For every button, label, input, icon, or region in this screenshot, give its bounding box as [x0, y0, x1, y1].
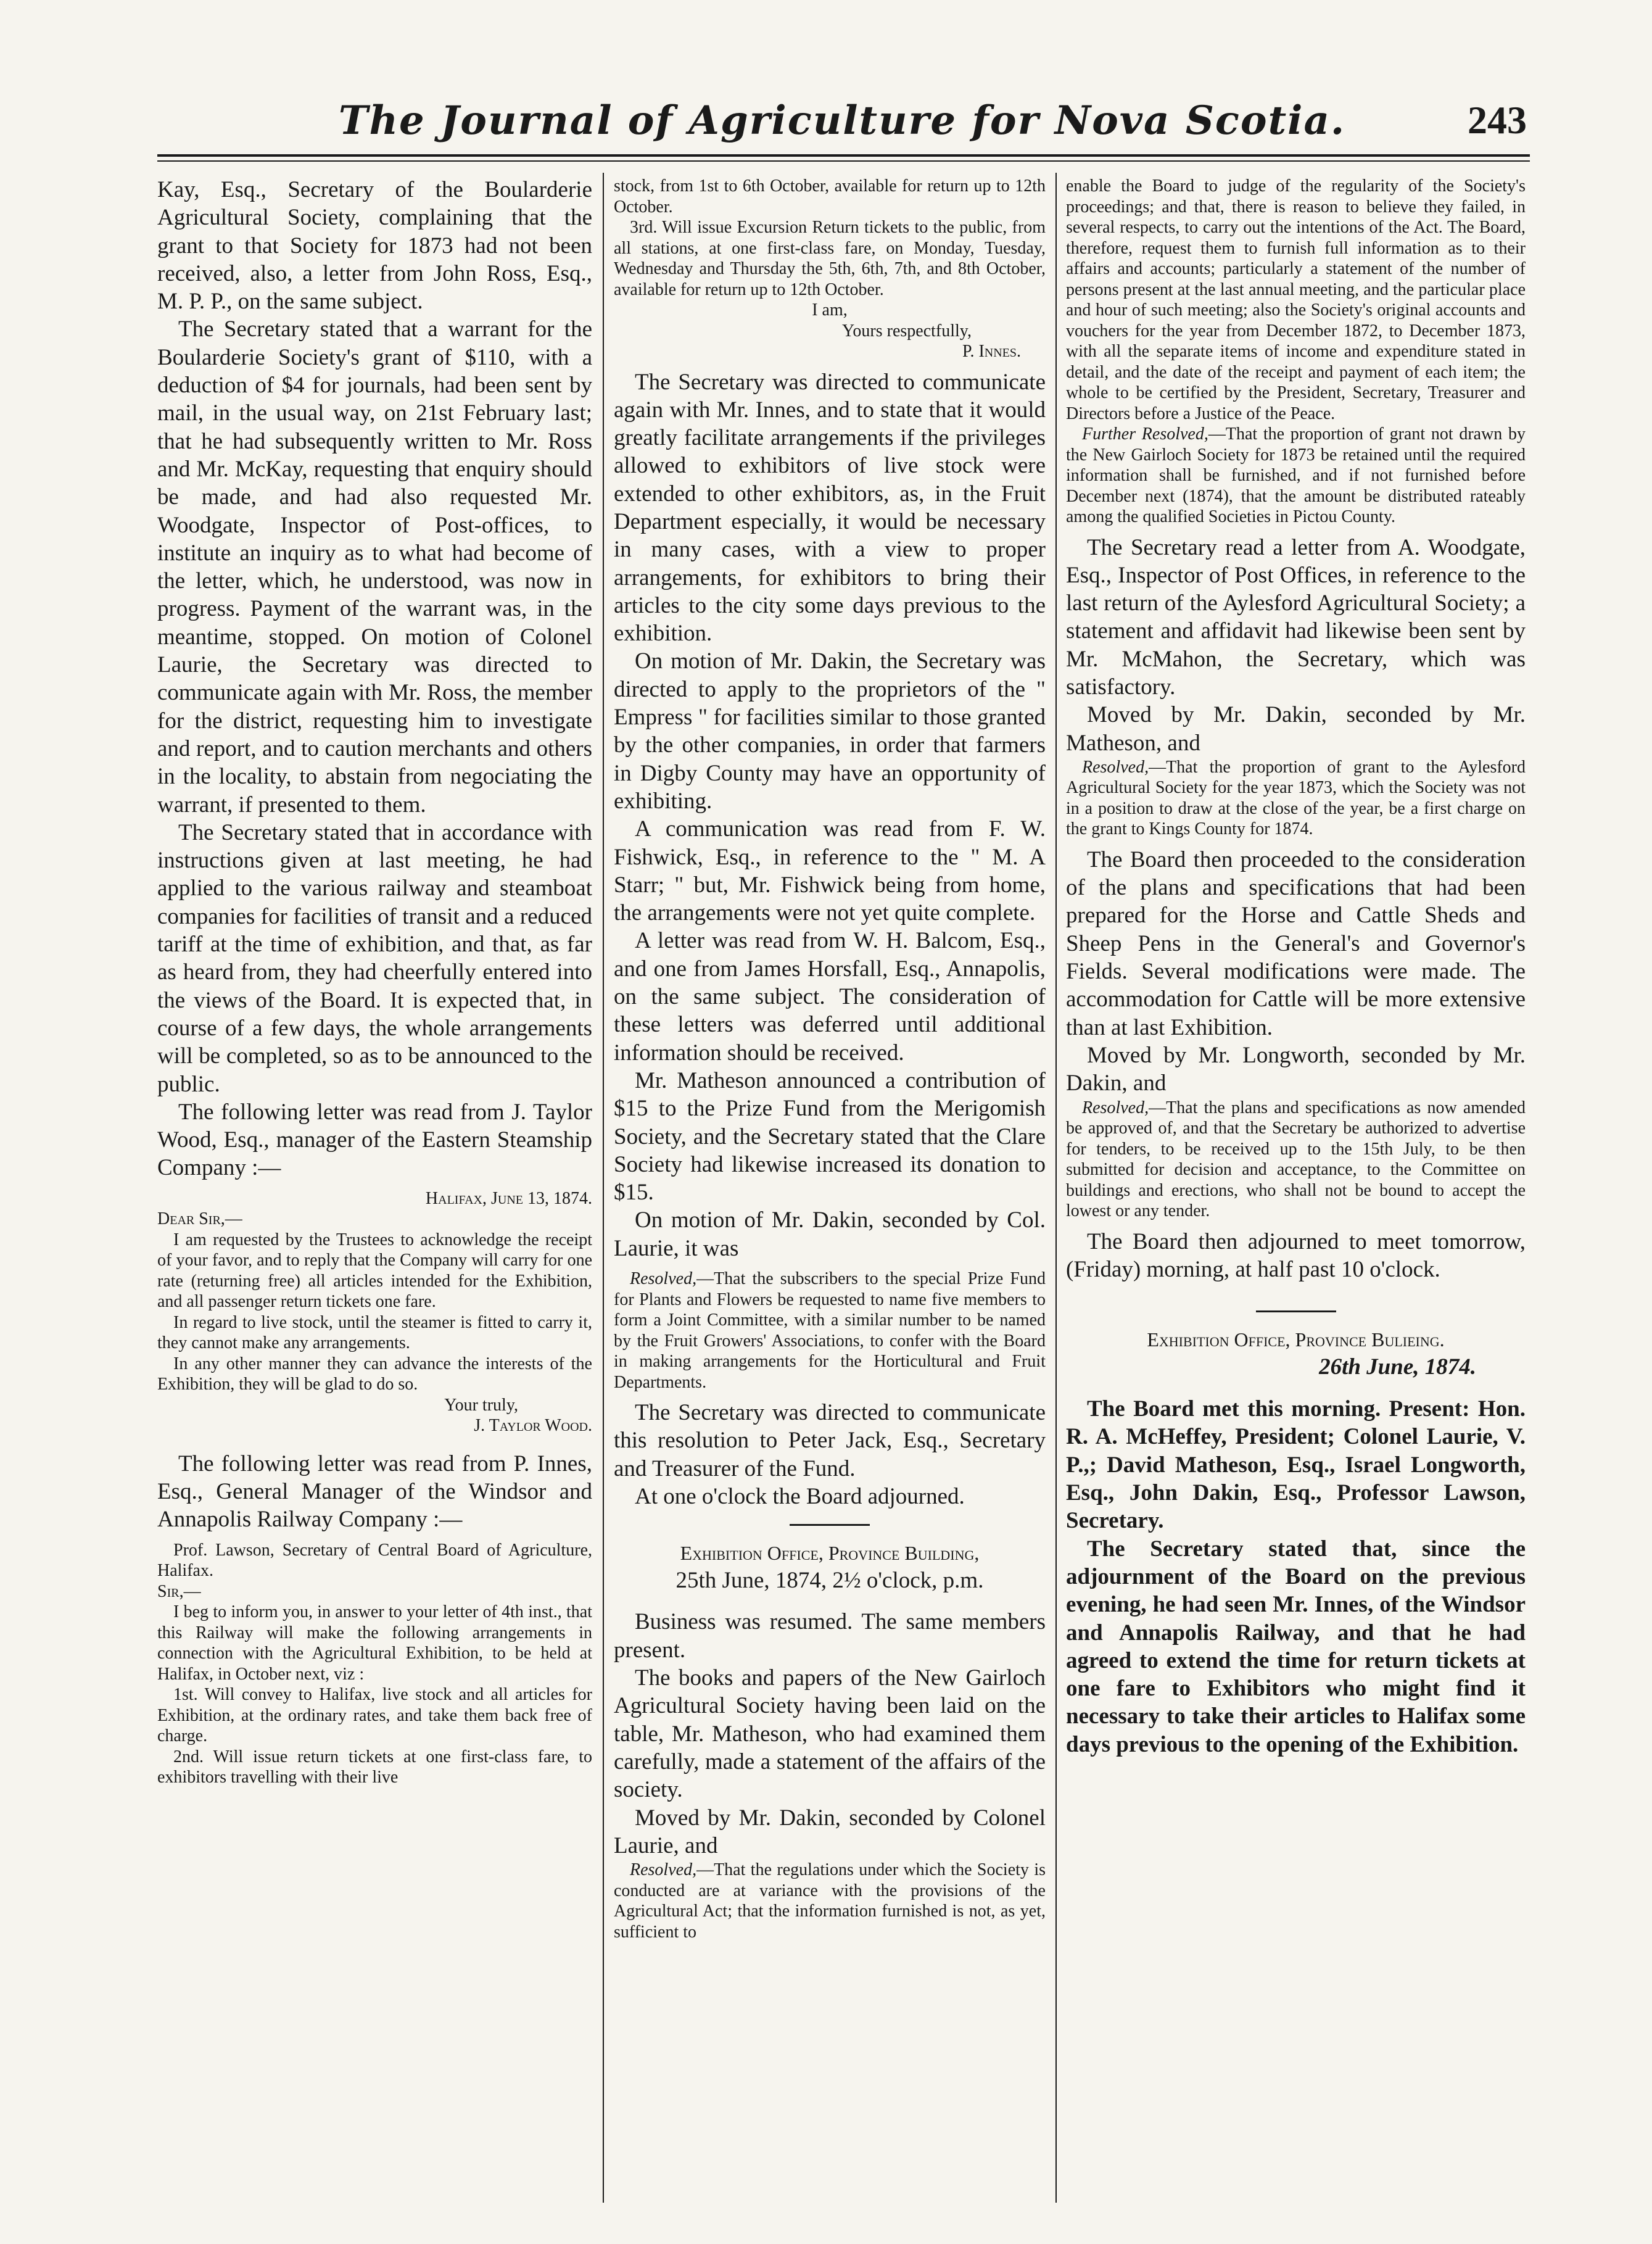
letter-date: Halifax, June 13, 1874. — [425, 1188, 592, 1208]
paragraph: The following letter was read from P. Innes, Esq., General Manager of the Windsor and Annapolis Railway Company :— — [157, 1451, 592, 1533]
paragraph: On motion of Mr. Dakin, the Secretary was directed to apply to the proprietors of the " Empress " for facilities similar to those granted by the other companies, in order that farmers in Digby County may have an opportunity of exhibiting. — [614, 648, 1046, 814]
resolution — [614, 1860, 1046, 1942]
paragraph: The following letter was read from J. Taylor Wood, Esq., manager of the Eastern Steamship Company :— — [157, 1099, 592, 1181]
paragraph: The Secretary read a letter from A. Woodgate, Esq., Inspector of Post Offices, in reference to the last return of the Aylesford Agricultural Society; a statement and affidavit had likewise been sent by Mr. McMahon, the Secretary, which was satisfactory. — [1066, 534, 1526, 700]
resolution-label: Resolved, — [1082, 757, 1149, 777]
header-rule — [157, 154, 1530, 157]
page-number: 243 — [1468, 98, 1527, 142]
paragraph: On motion of Mr. Dakin, seconded by Col. Laurie, it was — [614, 1207, 1046, 1261]
resolution-label: Further Resolved, — [1082, 424, 1208, 444]
resolution-label: Resolved, — [630, 1269, 697, 1288]
section-heading: Exhibition Office, Province Bulieing. — [1147, 1328, 1445, 1351]
letter-paragraph: 1st. Will convey to Halifax, live stock and all articles for Exhibition, at the ordinary rates, and take them back free of charge. — [157, 1685, 592, 1746]
letter-paragraph: 2nd. Will issue return tickets at one first-class fare, to exhibitors travelling with their live — [157, 1747, 592, 1787]
letter-closing: Your truly, — [444, 1395, 518, 1415]
paragraph: A letter was read from W. H. Balcom, Esq., and one from James Horsfall, Esq., Annapolis, on the same subject. The consideration of these letters was deferred until additional information should be received. — [614, 928, 1046, 1066]
paragraph: The books and papers of the New Gairloch Agricultural Society having been laid on the table, Mr. Matheson, who had examined them carefully, made a statement of the affairs of the society. — [614, 1665, 1046, 1803]
section-heading: Exhibition Office, Province Building, — [680, 1542, 980, 1565]
header-rule-thin — [157, 160, 1530, 162]
paragraph: The Board then adjourned to meet tomorrow, (Friday) morning, at half past 10 o'clock. — [1066, 1228, 1526, 1282]
paragraph: The Secretary was directed to communicate this resolution to Peter Jack, Esq., Secretary and Treasurer of the Fund. — [614, 1400, 1046, 1481]
paragraph: Moved by Mr. Longworth, seconded by Mr. Dakin, and — [1066, 1042, 1526, 1096]
resolution-text: —That the regulations under which the Society is conducted are at variance with the provisions of the Agricultural Act; that the information furnished is not, as yet, sufficient to — [614, 1860, 1046, 1942]
column-divider — [1055, 173, 1057, 2203]
letter-closing: Yours respectfully, — [842, 321, 972, 341]
letter-paragraph: I am requested by the Trustees to acknowledge the receipt of your favor, and to reply that the Company will carry for one rate (returning free) all articles intended for the Exhibition, and all passenger return tickets one fare. — [157, 1230, 592, 1312]
paragraph: The Secretary stated that in accordance with instructions given at last meeting, he had applied to the various railway and steamboat companies for facilities of transit and a reduced tariff at the time of exhibition, and that, as far as heard from, they had cheerfully entered into the views of the Board. It is expected that, in course of a few days, the whole arrangements will be completed, so as to be announced to the public. — [157, 819, 592, 1097]
resolution — [614, 1269, 1046, 1393]
resolution — [1066, 757, 1526, 840]
paragraph: Moved by Mr. Dakin, seconded by Mr. Matheson, and — [1066, 702, 1526, 756]
paragraph: At one o'clock the Board adjourned. — [635, 1483, 965, 1509]
letter-salutation: Dear Sir,— — [157, 1209, 242, 1229]
letter-paragraph: In any other manner they can advance the interests of the Exhibition, they will be glad to do so. — [157, 1354, 592, 1394]
section-subheading: 25th June, 1874, 2½ o'clock, p.m. — [675, 1568, 984, 1594]
paragraph: The Board then proceeded to the consideration of the plans and specifications that had been prepared for the Horse and Cattle Sheds and Sheep Pens in the General's and Governor's Fields. Several modifications were made. The accommodation for Cattle will be more extensive than at last Exhibition. — [1066, 847, 1526, 1040]
resolution-label: Resolved, — [1082, 1098, 1149, 1117]
column-divider — [603, 173, 604, 2203]
column-1 — [157, 176, 592, 2206]
letter-signature: P. Innes. — [962, 342, 1021, 361]
paragraph: The Board met this morning. Present: Hon. R. A. McHeffey, President; Colonel Laurie, V. P.,; David Matheson, Esq., Israel Longworth, Esq., John Dakin, Esq., Professor Lawson, Secretary. — [1066, 1396, 1526, 1534]
column-2 — [614, 176, 1046, 2206]
paragraph: A communication was read from F. W. Fishwick, Esq., in reference to the " M. A Starr; " but, Mr. Fishwick being from home, the arrangements were not yet quite complete. — [614, 816, 1046, 926]
letter-paragraph: I beg to inform you, in answer to your letter of 4th inst., that this Railway will make the following arrangements in connection with the Agricultural Exhibition, to be held at Halifax, in October next, viz : — [157, 1602, 592, 1684]
resolution-text: —That the plans and specifications as now amended be approved of, and that the Secretary be authorized to advertise for tenders, to be received up to the 15th July, to be then submitted for decision and acceptance, to the Committee on buildings and erections, who shall not be bound to accept the lowest or any tender. — [1066, 1098, 1526, 1221]
letter-closing: I am, — [812, 300, 848, 320]
letter-paragraph: In regard to live stock, until the steamer is fitted to carry it, they cannot make any arrangements. — [157, 1312, 592, 1353]
column-3 — [1066, 176, 1526, 2206]
section-date: 26th June, 1874. — [1319, 1354, 1476, 1380]
paragraph: The Secretary stated that a warrant for the Boularderie Society's grant of $110, with a deduction of $4 for journals, had been sent by mail, in the usual way, on 21st February last; that he had subsequently written to Mr. Ross and Mr. McKay, requesting that enquiry should be made, and had also requested Mr. Woodgate, Inspector of Post-offices, to institute an inquiry as to what had become of the letter, which, he understood, was now in progress. Payment of the warrant was, in the meantime, stopped. On motion of Colonel Laurie, the Secretary was directed to communicate again with Mr. Ross, the member for the district, requesting him to investigate and report, and to caution merchants and others in the locality, to abstain from negociating the warrant, if presented to them. — [157, 317, 592, 818]
resolution-text: —That the subscribers to the special Prize Fund for Plants and Flowers be requested to name five members to form a Joint Committee, with a similar number to be named by the Fruit Growers' Associations, to confer with the Board in making arrangements for the Horticultural and Fruit Departments. — [614, 1269, 1046, 1392]
paragraph: Business was resumed. The same members present. — [614, 1609, 1046, 1663]
journal-title: The Journal of Agriculture for Nova Scotia. — [338, 97, 1346, 144]
page-header — [157, 93, 1527, 151]
resolution — [1066, 424, 1526, 528]
paragraph: The Secretary was directed to communicate again with Mr. Innes, and to state that it would greatly facilitate arrangements if the privileges allowed to exhibitors of live stock were extended to other exhibitors, as, in the Fruit Department especially, it would be necessary in many cases, with a view to proper arrangements, for exhibitors to bring their articles to the city some days previous to the exhibition. — [614, 369, 1046, 647]
resolution-text: —That the proportion of grant not drawn by the New Gairloch Society for 1873 be retained until the required information shall be furnished, and if not furnished before December next (1874), that the amount be distributed rateably among the qualified Societies in Pictou County. — [1066, 424, 1526, 526]
paragraph: Kay, Esq., Secretary of the Boularderie Agricultural Society, complaining that the grant to that Society for 1873 had not been received, also, a letter from John Ross, Esq., M. P. P., on the same subject. — [157, 177, 592, 315]
letter-signature: J. Taylor Wood. — [474, 1416, 592, 1436]
letter-paragraph: 3rd. Will issue Excursion Return tickets to the public, from all stations, at one first-class fare, on Monday, Tuesday, Wednesday and Thursday the 5th, 6th, 7th, and 8th October, available for return up to 12th October. — [614, 218, 1046, 299]
resolution-continued: enable the Board to judge of the regularity of the Society's proceedings; and that, there is reason to believe they failed, in several respects, to carry out the intentions of the Act. The Board, therefore, request them to furnish full information as to their affairs and accounts; particularly a statement of the number of persons present at the last annual meeting, and the particular place and hour of such meeting; also the Society's original accounts and vouchers for the year from December 1872, to December 1873, with all the separate items of income and expenditure stated in detail, and the date of the receipt and payment of each item; the whole to be certified by the President, Secretary, Treasurer and Directors before a Justice of the Peace. — [1066, 176, 1526, 423]
letter-salutation: Sir,— — [157, 1581, 201, 1601]
resolution — [1066, 1098, 1526, 1222]
resolution-text: —That the proportion of grant to the Aylesford Agricultural Society for the year 1873, which the Society was not in a position to draw at the close of the year, be a first charge on the grant to Kings County for 1874. — [1066, 757, 1526, 839]
paragraph: Moved by Mr. Dakin, seconded by Colonel Laurie, and — [614, 1805, 1046, 1858]
paragraph: The Secretary stated that, since the adjournment of the Board on the previous evening, he had seen Mr. Innes, of the Windsor and Annapolis Railway, and that he had agreed to extend the time for return tickets at one fare to Exhibitors who might find it necessary to take their articles to Halifax some days previous to the opening of the Exhibition. — [1066, 1536, 1526, 1757]
letter-address: Prof. Lawson, Secretary of Central Board of Agriculture, Halifax. — [157, 1540, 592, 1581]
resolution-label: Resolved, — [630, 1860, 697, 1880]
paragraph: Mr. Matheson announced a contribution of $15 to the Prize Fund from the Merigomish Society, and the Secretary stated that the Clare Society had likewise increased its donation to $15. — [614, 1067, 1046, 1206]
letter-paragraph: stock, from 1st to 6th October, available for return up to 12th October. — [614, 176, 1046, 217]
